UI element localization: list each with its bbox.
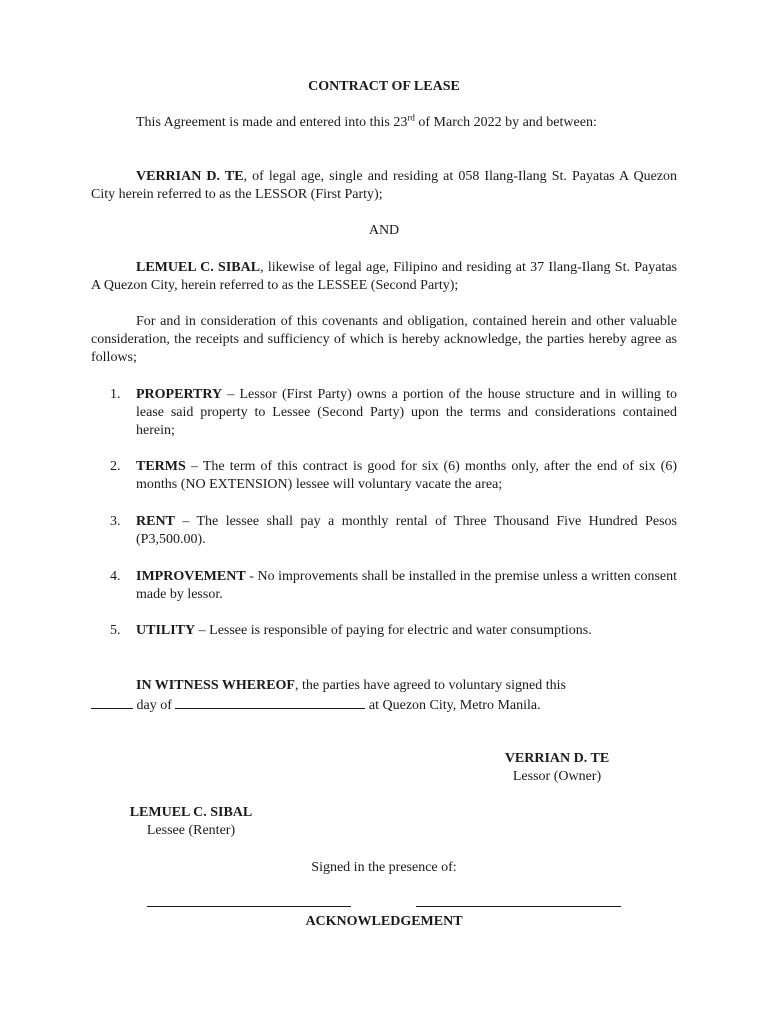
lessee-paragraph	[91, 259, 677, 295]
lessor-name: VERRIAN D. TE	[136, 169, 244, 184]
lessor-signature-name: VERRIAN D. TE	[504, 751, 610, 766]
lessor-signature-role: Lessor (Owner)	[512, 769, 602, 784]
list-item-number: 2.	[110, 459, 121, 474]
list-item-text	[136, 458, 677, 494]
list-item-number: 3.	[110, 514, 121, 529]
witness-date-line	[91, 695, 677, 715]
intro-text-part2: of March 2022 by and between:	[414, 115, 597, 130]
lessor-paragraph	[91, 168, 677, 204]
day-blank[interactable]	[91, 695, 133, 709]
list-item-body: - No improvements shall be installed in the premise unless a written consent made by lessor.	[136, 569, 677, 602]
list-item-text	[136, 568, 677, 604]
lessor-details: , of legal age, single and residing at 058 Ilang-Ilang St. Payatas A Quezon City herein referred to as the LESSOR (First Party);	[91, 169, 678, 202]
list-item-heading: PROPERTRY	[136, 387, 223, 402]
witness-text: , the parties have agreed to voluntary signed this	[294, 678, 566, 693]
month-blank[interactable]	[175, 695, 365, 709]
list-item-heading: TERMS	[136, 459, 186, 474]
witness-place: at Quezon City, Metro Manila.	[365, 698, 541, 713]
signed-presence-text: Signed in the presence of:	[311, 860, 457, 875]
lessee-signature-name: LEMUEL C. SIBAL	[129, 805, 253, 820]
date-ordinal-suffix: rd	[407, 112, 415, 123]
list-item-heading: UTILITY	[136, 623, 196, 638]
contract-page	[91, 0, 677, 1024]
list-item-heading: RENT	[136, 514, 175, 529]
lessee-details: , likewise of legal age, Filipino and residing at 37 Ilang-Ilang St. Payatas A Quezon City, herein referred to as the LESSEE (Second Party);	[91, 260, 677, 293]
lessee-name: LEMUEL C. SIBAL	[136, 260, 261, 275]
lessee-signature-role: Lessee (Renter)	[146, 823, 236, 838]
list-item-body: – The term of this contract is good for six (6) months only, after the end of six (6) months (NO EXTENSION) lessee will voluntary vacate the area;	[136, 459, 677, 492]
list-item-body: – The lessee shall pay a monthly rental of Three Thousand Five Hundred Pesos (P3,500.00).	[136, 514, 677, 547]
list-item-body: – Lessor (First Party) owns a portion of the house structure and in willing to lease said property to Lessee (Second Party) upon the terms and considerations contained herein;	[136, 387, 677, 438]
acknowledgement-heading: ACKNOWLEDGEMENT	[305, 914, 463, 929]
document-title: CONTRACT OF LEASE	[308, 79, 460, 94]
and-separator: AND	[368, 223, 400, 238]
intro-text-part1: This Agreement is made and entered into this 23	[136, 115, 408, 130]
lessor-signature-block	[467, 750, 647, 786]
witness-signature-line-left	[147, 906, 351, 907]
list-item-body: – Lessee is responsible of paying for electric and water consumptions.	[195, 623, 592, 638]
consideration-paragraph: For and in consideration of this covenants and obligation, contained herein and other valuable consideration, the receipts and sufficiency of which is hereby acknowledge, the parties hereby agree as follows;	[91, 314, 677, 365]
witness-paragraph	[91, 677, 677, 695]
lessee-signature-block	[126, 804, 256, 840]
list-item-text	[136, 622, 677, 640]
intro-paragraph	[91, 114, 677, 132]
witness-day-of: day of	[133, 698, 176, 713]
list-item-number: 5.	[110, 623, 121, 638]
list-item-text	[136, 386, 677, 440]
list-item-heading: IMPROVEMENT	[136, 569, 246, 584]
list-item-number: 1.	[110, 387, 121, 402]
list-item-number: 4.	[110, 569, 121, 584]
witness-signature-line-right	[416, 906, 621, 907]
witness-heading: IN WITNESS WHEREOF	[136, 678, 295, 693]
list-item-text	[136, 513, 677, 549]
